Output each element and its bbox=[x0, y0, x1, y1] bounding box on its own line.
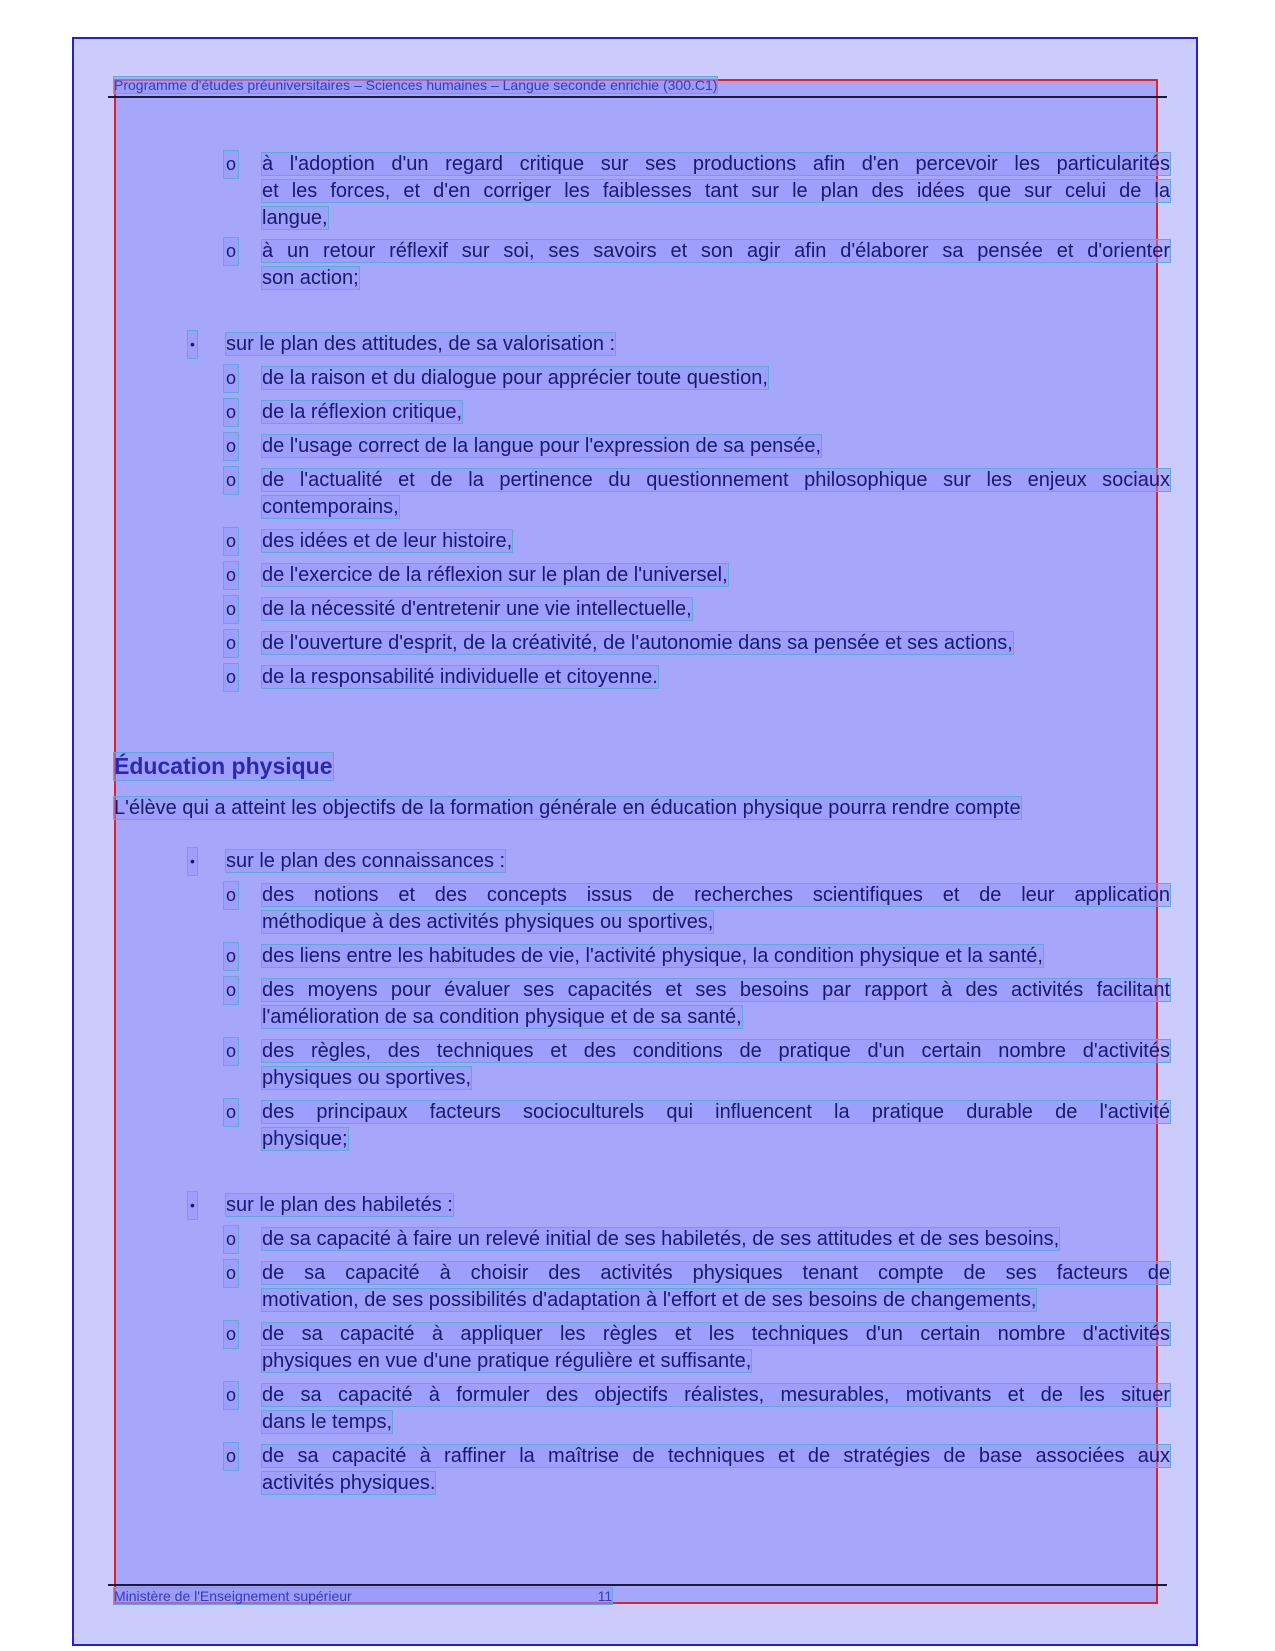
footer-rule bbox=[108, 1584, 1167, 1586]
list-item bbox=[262, 664, 658, 691]
list-item bbox=[262, 399, 462, 426]
list-item-text: l'amélioration de sa condition physique et de sa santé, bbox=[262, 1006, 742, 1028]
circle-bullet: o bbox=[224, 977, 238, 1004]
circle-bullet: o bbox=[224, 664, 238, 691]
circle-bullet: o bbox=[224, 151, 238, 178]
bullet-knowledge: • bbox=[188, 848, 197, 875]
list-item-text: et les forces, et d'en corriger les faiblesses tant sur le plan des idées que sur celui de la bbox=[262, 180, 1170, 202]
list-item bbox=[262, 467, 1170, 494]
list-item-text: de l'actualité et de la pertinence du questionnement philosophique sur les enjeux sociaux bbox=[262, 469, 1170, 491]
list-item bbox=[262, 1260, 1170, 1287]
list-item bbox=[262, 1004, 742, 1031]
attitudes-label bbox=[226, 331, 615, 358]
list-item-text: de sa capacité à choisir des activités physiques tenant compte de ses facteurs de bbox=[262, 1262, 1170, 1284]
footer-ministry: Ministère de l'Enseignement supérieur bbox=[114, 1588, 352, 1604]
list-item-text: de la responsabilité individuelle et citoyenne. bbox=[262, 666, 658, 688]
list-item bbox=[262, 943, 1043, 970]
circle-bullet: o bbox=[224, 1099, 238, 1126]
list-item-text: de l'usage correct de la langue pour l'expression de sa pensée, bbox=[262, 435, 822, 457]
list-item bbox=[262, 528, 512, 555]
circle-bullet: o bbox=[224, 630, 238, 657]
list-item-text: de la nécessité d'entretenir une vie intellectuelle, bbox=[262, 598, 692, 620]
list-item bbox=[262, 1382, 1170, 1409]
list-item-text: des principaux facteurs socioculturels qui influencent la pratique durable de l'activité bbox=[262, 1101, 1170, 1123]
list-item bbox=[262, 630, 1013, 657]
list-item bbox=[262, 205, 328, 232]
list-item-text: de l'ouverture d'esprit, de la créativité, de l'autonomie dans sa pensée et ses actions, bbox=[262, 632, 1013, 654]
skills-label bbox=[226, 1192, 453, 1219]
list-item-text: à un retour réflexif sur soi, ses savoirs et son agir afin d'élaborer sa pensée et d'orienter bbox=[262, 240, 1170, 262]
list-item-text: physiques ou sportives, bbox=[262, 1067, 472, 1089]
circle-bullet: o bbox=[224, 528, 238, 555]
running-footer bbox=[114, 1588, 612, 1604]
list-item-text: contemporains, bbox=[262, 496, 399, 518]
section-title-education-physique: Éducation physique bbox=[114, 753, 333, 779]
list-item-text: motivation, de ses possibilités d'adaptation à l'effort et de ses besoins de changements, bbox=[262, 1289, 1037, 1311]
list-item bbox=[262, 596, 692, 623]
circle-bullet: o bbox=[224, 399, 238, 426]
list-item bbox=[262, 433, 821, 460]
list-item-text: à l'adoption d'un regard critique sur ses productions afin d'en percevoir les particularités bbox=[262, 153, 1170, 175]
list-item bbox=[262, 1470, 435, 1497]
list-item bbox=[262, 1409, 392, 1436]
content-frame bbox=[114, 79, 1158, 1604]
circle-bullet: o bbox=[224, 1038, 238, 1065]
circle-bullet: o bbox=[224, 1443, 238, 1470]
list-item-text: des idées et de leur histoire, bbox=[262, 530, 513, 552]
circle-bullet: o bbox=[224, 1260, 238, 1287]
list-item-text: des moyens pour évaluer ses capacités et ses besoins par rapport à des activités facilitant bbox=[262, 979, 1170, 1001]
header-rule bbox=[108, 96, 1167, 98]
circle-bullet: o bbox=[224, 1321, 238, 1348]
circle-bullet: o bbox=[224, 562, 238, 589]
list-item-text: des règles, des techniques et des conditions de pratique d'un certain nombre d'activités bbox=[262, 1040, 1170, 1062]
list-item bbox=[262, 178, 1170, 205]
attitudes-label-text: sur le plan des attitudes, de sa valorisation : bbox=[226, 333, 616, 355]
list-item-text: de sa capacité à formuler des objectifs réalistes, mesurables, motivants et de les situer bbox=[262, 1384, 1170, 1406]
bullet-skills: • bbox=[188, 1192, 197, 1219]
list-item-text: de l'exercice de la réflexion sur le plan de l'universel, bbox=[262, 564, 728, 586]
circle-bullet: o bbox=[224, 596, 238, 623]
list-item-text: de la raison et du dialogue pour apprécier toute question, bbox=[262, 367, 768, 389]
circle-bullet: o bbox=[224, 1226, 238, 1253]
list-item bbox=[262, 1038, 1170, 1065]
list-item-text: de sa capacité à faire un relevé initial de ses habiletés, de ses attitudes et de ses besoins, bbox=[262, 1228, 1060, 1250]
list-item-text: de la réflexion critique, bbox=[262, 401, 463, 423]
bullet-attitudes: • bbox=[188, 331, 197, 358]
list-item bbox=[262, 1065, 471, 1092]
list-item bbox=[262, 1287, 1036, 1314]
list-item bbox=[262, 238, 1170, 265]
skills-label-text: sur le plan des habiletés : bbox=[226, 1194, 453, 1216]
list-item bbox=[262, 1099, 1170, 1126]
list-item bbox=[262, 151, 1170, 178]
list-item bbox=[262, 1226, 1059, 1253]
list-item bbox=[262, 1443, 1170, 1470]
list-item bbox=[262, 365, 768, 392]
running-header: Programme d'études préuniversitaires – Sciences humaines – Langue seconde enrichie (300.C1) bbox=[114, 77, 718, 93]
knowledge-label-text: sur le plan des connaissances : bbox=[226, 850, 506, 872]
list-item bbox=[262, 562, 728, 589]
intro-sentence bbox=[114, 795, 1021, 822]
list-item-text: langue, bbox=[262, 207, 328, 229]
list-item bbox=[262, 494, 399, 521]
list-item bbox=[262, 1348, 751, 1375]
list-item-text: de sa capacité à appliquer les règles et les techniques d'un certain nombre d'activités bbox=[262, 1323, 1170, 1345]
list-item bbox=[262, 265, 359, 292]
list-item bbox=[262, 1321, 1170, 1348]
list-item-text: des liens entre les habitudes de vie, l'activité physique, la condition physique et la santé, bbox=[262, 945, 1043, 967]
page-number: 11 bbox=[597, 1588, 613, 1604]
list-item-text: son action; bbox=[262, 267, 359, 289]
knowledge-label bbox=[226, 848, 505, 875]
circle-bullet: o bbox=[224, 433, 238, 460]
list-item-text: méthodique à des activités physiques ou sportives, bbox=[262, 911, 714, 933]
list-item bbox=[262, 1126, 348, 1153]
list-item-text: des notions et des concepts issus de recherches scientifiques et de leur application bbox=[262, 884, 1170, 906]
circle-bullet: o bbox=[224, 238, 238, 265]
intro-text: L'élève qui a atteint les objectifs de la formation générale en éducation physique pourra rendre compte bbox=[114, 797, 1021, 819]
circle-bullet: o bbox=[224, 467, 238, 494]
list-item-text: physiques en vue d'une pratique régulière et suffisante, bbox=[262, 1350, 752, 1372]
list-item bbox=[262, 977, 1170, 1004]
circle-bullet: o bbox=[224, 365, 238, 392]
circle-bullet: o bbox=[224, 1382, 238, 1409]
list-item bbox=[262, 882, 1170, 909]
list-item-text: physique; bbox=[262, 1128, 348, 1150]
list-item-text: activités physiques. bbox=[262, 1472, 436, 1494]
circle-bullet: o bbox=[224, 943, 238, 970]
circle-bullet: o bbox=[224, 882, 238, 909]
list-item-text: de sa capacité à raffiner la maîtrise de techniques et de stratégies de base associées aux bbox=[262, 1445, 1170, 1467]
list-item bbox=[262, 909, 713, 936]
list-item-text: dans le temps, bbox=[262, 1411, 393, 1433]
